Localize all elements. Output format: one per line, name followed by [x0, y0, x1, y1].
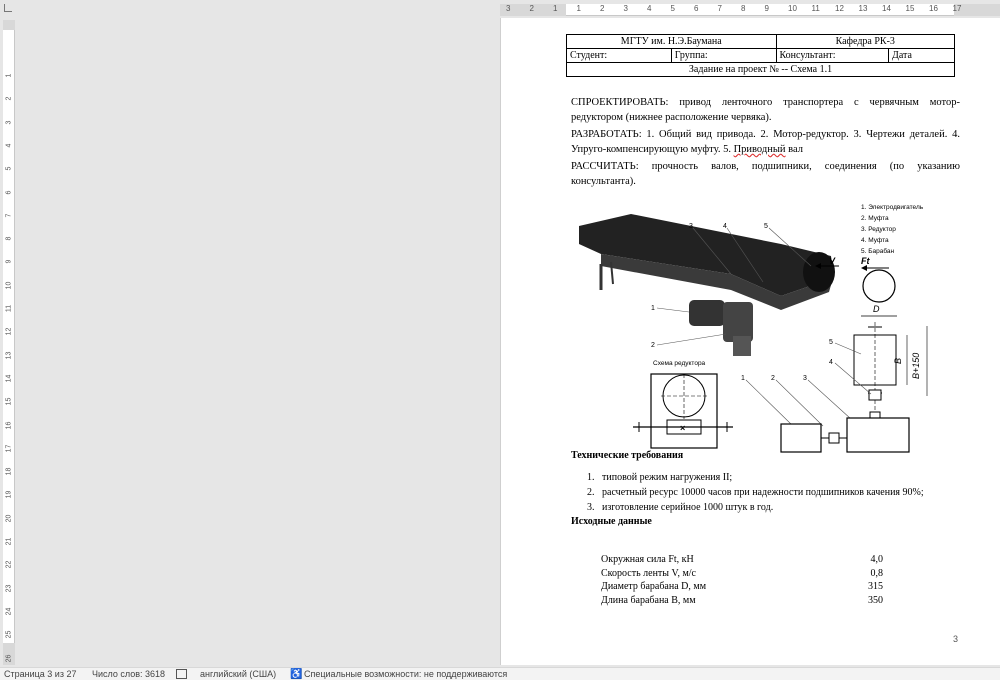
label-bottom-3: 3: [803, 375, 807, 382]
vruler-tick: 22: [5, 560, 13, 569]
vruler-tick: 21: [5, 537, 13, 546]
horizontal-ruler[interactable]: [500, 4, 1000, 16]
ruler-tick: 11: [811, 4, 820, 13]
vruler-tick: 16: [5, 421, 13, 429]
figure-legend: [861, 204, 924, 255]
label-top-5: 5: [764, 223, 768, 230]
p2-text-start: РАЗРАБОТАТЬ: 1. Общий вид привода. 2. Мотор-редуктор. 3. Чертежи деталей. 4. Упруго-компенсирующую муфту. 5.: [571, 129, 960, 155]
ruler-tick: 4: [647, 4, 652, 13]
vruler-tick: 7: [5, 213, 13, 218]
status-bar: [0, 667, 1000, 680]
label-right-5: 5: [829, 339, 833, 346]
svg-text:×: ×: [680, 423, 686, 433]
status-accessibility[interactable]: Специальные возможности: не поддерживаются: [304, 669, 508, 679]
v-label: V: [829, 256, 836, 266]
ruler-tick: 3: [506, 4, 511, 13]
vruler-tick: 5: [5, 166, 13, 171]
header-student: Студент:: [567, 49, 672, 63]
vruler-tick: 15: [5, 397, 13, 406]
list-item: 3. изготовление серийное 1000 штук в год.: [587, 502, 774, 513]
label-right-4: 4: [829, 359, 833, 366]
vruler-tick: 18: [5, 467, 13, 476]
vruler-tick: 2: [5, 96, 13, 101]
label-bottom-1: 1: [741, 375, 745, 382]
label-top-3: 3: [689, 223, 693, 230]
proofing-book-icon[interactable]: [176, 669, 187, 679]
vruler-tick: 8: [5, 236, 13, 241]
header-table: [566, 34, 955, 77]
ruler-tick: 10: [788, 4, 797, 13]
vruler-tick: 19: [5, 491, 13, 499]
vruler-tick: 3: [5, 120, 13, 125]
vruler-top-margin: [3, 20, 15, 30]
ruler-tick: 17: [952, 4, 962, 13]
table-row: Скорость ленты V, м/с 0,8: [601, 567, 883, 579]
header-university: МГТУ им. Н.Э.Баумана: [567, 35, 777, 49]
vruler-tick: 25: [5, 630, 13, 639]
vruler-tick: 13: [5, 351, 13, 359]
vruler-tick: 1: [5, 73, 13, 78]
vruler-tick: 4: [5, 143, 13, 148]
legend-3: 3. Редуктор: [861, 226, 896, 233]
label-left-2: 2: [651, 342, 655, 349]
ruler-tick: 7: [717, 4, 722, 13]
ruler-tick: 9: [764, 4, 769, 13]
vruler-tick: 20: [5, 514, 13, 523]
table-row: Длина барабана B, мм 350: [601, 594, 883, 606]
vruler-tick: 6: [5, 190, 13, 194]
vruler-tick: 14: [5, 374, 13, 383]
table-row: Окружная сила Ft, кН 4,0: [601, 554, 883, 566]
vruler-tick: 11: [5, 304, 13, 313]
table-row: Диаметр барабана D, мм 315: [601, 581, 883, 593]
source-title: Исходные данные: [571, 516, 652, 527]
conveyor-illustration: [579, 214, 835, 356]
spellcheck-word: Приводный: [733, 144, 786, 155]
schema-title: Схема редуктора: [653, 360, 706, 367]
header-date: Дата: [889, 49, 955, 63]
list-item: 2. расчетный ресурс 10000 часов при надежности подшипников качения 90%;: [587, 487, 924, 498]
label-left-1: 1: [651, 305, 655, 312]
paragraph-develop: [571, 127, 960, 157]
ruler-tick: 3: [623, 4, 628, 13]
status-language[interactable]: английский (США): [200, 669, 277, 679]
paragraph-design: СПРОЕКТИРОВАТЬ: привод ленточного транспортера с червячным мотор-редуктором (нижнее расположение червяка).: [571, 97, 960, 123]
ruler-tick: 6: [694, 4, 699, 13]
legend-2: 2. Муфта: [861, 215, 889, 222]
header-consultant: Консультант:: [776, 49, 889, 63]
ruler-tick: 15: [905, 4, 915, 13]
vruler-tick: 23: [5, 584, 13, 592]
paragraph-calculate: РАССЧИТАТЬ: прочность валов, подшипники, соединения (по указанию консультанта).: [571, 161, 960, 187]
status-words[interactable]: Число слов: 3618: [92, 669, 166, 679]
label-bottom-2: 2: [771, 375, 775, 382]
header-assignment: Задание на проект № -- Схема 1.1: [567, 63, 955, 77]
ft-label: Ft: [861, 256, 870, 266]
vruler-tick: 26: [5, 654, 13, 662]
header-group: Группа:: [671, 49, 776, 63]
b-label: B: [893, 357, 903, 364]
b150-label: B+150: [911, 352, 921, 379]
ruler-tick: 5: [670, 4, 675, 13]
accessibility-icon[interactable]: ♿: [290, 669, 303, 680]
vruler-tick: 12: [5, 327, 13, 336]
source-data-table: [601, 553, 883, 607]
list-item: 1. типовой режим нагружения II;: [587, 472, 733, 483]
vertical-ruler[interactable]: [3, 20, 15, 665]
ruler-tick: 16: [929, 4, 938, 13]
vruler-tick: 10: [5, 281, 13, 290]
ruler-tick: 1: [576, 4, 581, 13]
p2-text-end: вал: [785, 144, 803, 155]
ruler-tick: 1: [553, 4, 558, 13]
label-top-4: 4: [723, 223, 727, 230]
tech-requirements-list: [571, 470, 960, 515]
ruler-tick: 8: [741, 4, 746, 13]
d-label: D: [873, 304, 880, 314]
ruler-tick: 2: [600, 4, 605, 13]
vruler-tick: 9: [5, 259, 13, 264]
ruler-tick: 14: [882, 4, 891, 13]
header-department: Кафедра РК-3: [776, 35, 955, 49]
page-number: 3: [953, 634, 959, 644]
conveyor-drive-figure: [571, 204, 943, 459]
ruler-tick: 13: [858, 4, 868, 13]
document-page[interactable]: [500, 18, 1000, 665]
tech-title: Технические требования: [571, 450, 684, 461]
legend-1: 1. Электродвигатель: [861, 204, 924, 211]
vruler-tick: 17: [5, 444, 13, 453]
status-page[interactable]: Страница 3 из 27: [4, 669, 77, 679]
legend-4: 4. Муфта: [861, 237, 889, 244]
vruler-tick: 24: [5, 607, 13, 616]
legend-5: 5. Барабан: [861, 248, 895, 255]
ruler-tick: 2: [529, 4, 534, 13]
ruler-corner-mark: [4, 4, 12, 12]
ruler-tick: 12: [835, 4, 844, 13]
